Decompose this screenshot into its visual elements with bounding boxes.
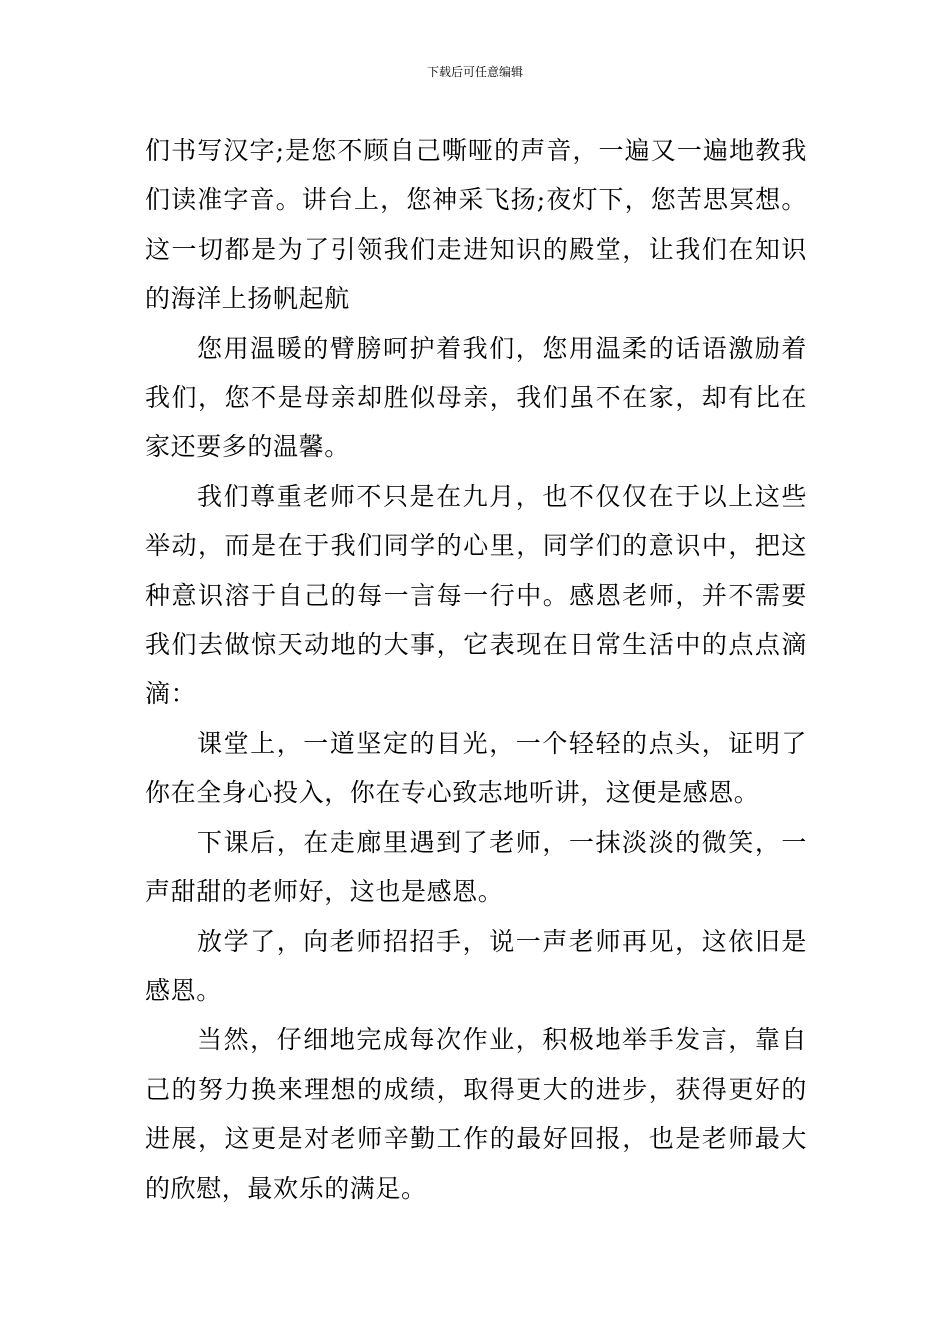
paragraph-2: 您用温暖的臂膀呵护着我们，您用温柔的话语激励着我们，您不是母亲却胜似母亲，我们虽不在家，却有比在家还要多的温馨。 — [145, 333, 807, 462]
paragraph-5: 下课后，在走廊里遇到了老师，一抹淡淡的微笑，一声甜甜的老师好，这也是感恩。 — [145, 827, 807, 907]
paragraph-3: 我们尊重老师不只是在九月，也不仅仅在于以上这些举动，而是在于我们同学的心里，同学们的意识中，把这种意识溶于自己的每一言每一行中。感恩老师，并不需要我们去做惊天动地的大事，它表现在日常生活中的点点滴滴： — [145, 481, 807, 709]
page-header-note: 下载后可任意编辑 — [426, 65, 523, 79]
paragraph-1: 们书写汉字;是您不顾自己嘶哑的声音，一遍又一遍地教我们读准字音。讲台上，您神采飞扬;夜灯下，您苦思冥想。这一切都是为了引领我们走进知识的殿堂，让我们在知识的海洋上扬帆起航 — [145, 136, 807, 314]
paragraph-7: 当然，仔细地完成每次作业，积极地举手发言，靠自己的努力换来理想的成绩，取得更大的进步，获得更好的进展，这更是对老师辛勤工作的最好回报，也是老师最大的欣慰，最欢乐的满足。 — [145, 1025, 807, 1203]
paragraph-6: 放学了，向老师招招手，说一声老师再见，这依旧是感恩。 — [145, 926, 807, 1005]
document-body — [145, 126, 807, 1213]
paragraph-4: 课堂上，一道坚定的目光，一个轻轻的点头，证明了你在全身心投入，你在专心致志地听讲，这便是感恩。 — [145, 728, 807, 808]
